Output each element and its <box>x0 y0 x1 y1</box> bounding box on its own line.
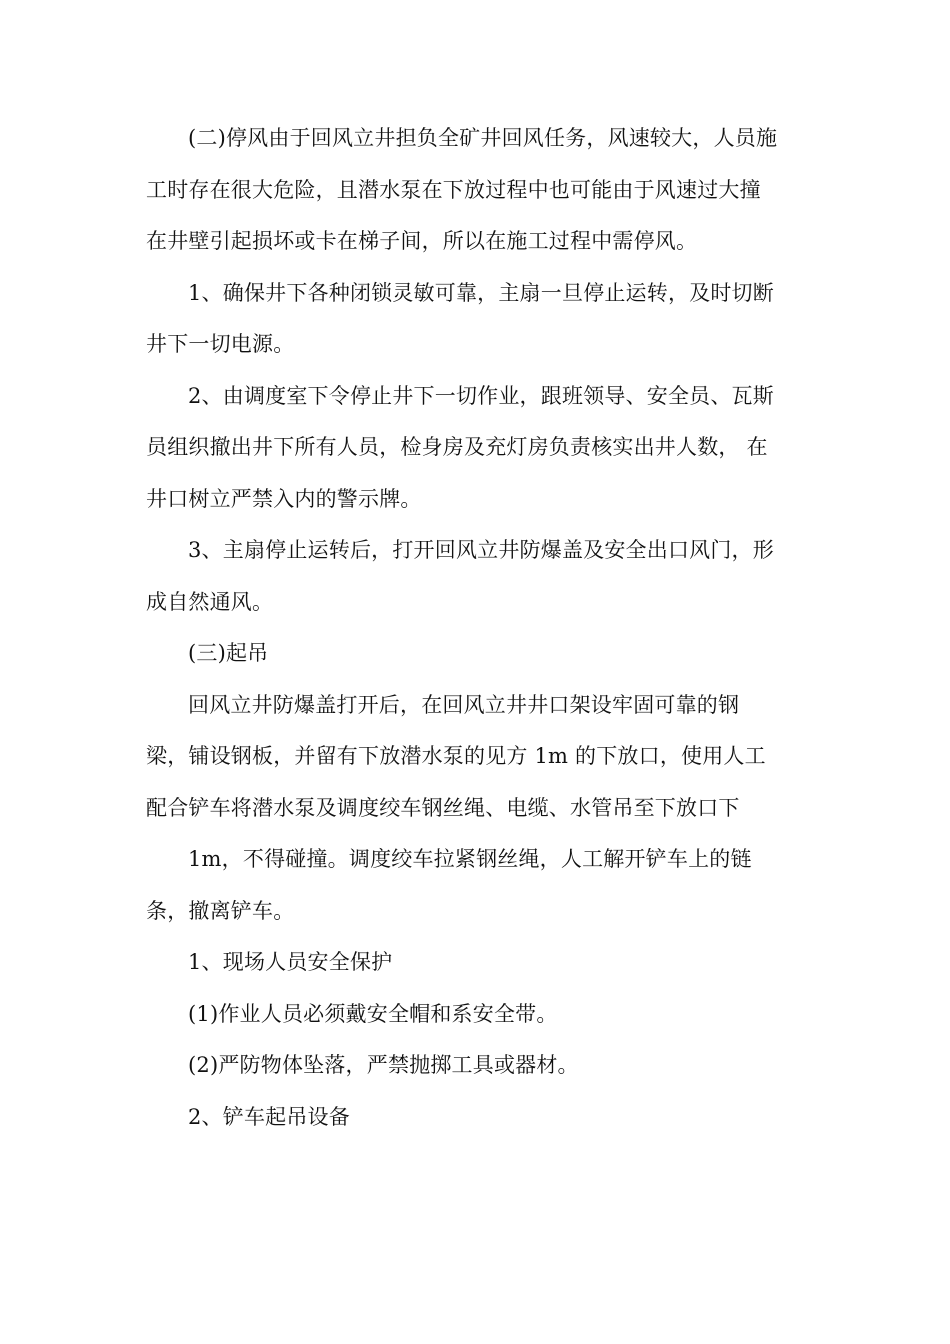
text-line: 成自然通风。 <box>146 589 274 614</box>
document-page <box>146 113 808 1143</box>
text-line: 3、主扇停止运转后，打开回风立井防爆盖及安全出口风门，形 <box>188 538 774 562</box>
text-line: 1m，不得碰撞。调度绞车拉紧钢丝绳，人工解开铲车上的链 <box>188 847 752 871</box>
section-heading: (三)起吊 <box>188 641 269 665</box>
text-line: 在井壁引起损坏或卡在梯子间，所以在施工过程中需停风。 <box>146 229 698 253</box>
list-item: (1)作业人员必须戴安全帽和系安全带。 <box>188 1001 558 1026</box>
text-line: 工时存在很大危险，且潜水泵在下放过程中也可能由于风速过大撞 <box>146 177 761 202</box>
text-line: 员组织撤出井下所有人员，检身房及充灯房负责核实出井人数， 在 <box>146 435 768 459</box>
list-heading: 2、铲车起吊设备 <box>188 1104 350 1129</box>
text-line: 梁，铺设钢板，并留有下放潜水泵的见方 1m 的下放口，使用人工 <box>146 744 766 768</box>
text-line: 配合铲车将潜水泵及调度绞车钢丝绳、电缆、水管吊至下放口下 <box>146 795 740 820</box>
text-line: 1、确保井下各种闭锁灵敏可靠，主扇一旦停止运转，及时切断 <box>188 280 774 305</box>
text-line: 回风立井防爆盖打开后，在回风立井井口架设牢固可靠的钢 <box>188 692 740 717</box>
text-line: (二)停风由于回风立井担负全矿井回风任务，风速较大，人员施 <box>188 126 778 150</box>
text-line: 井下一切电源。 <box>146 332 295 356</box>
text-line: 条，撤离铲车。 <box>146 898 295 923</box>
list-item: (2)严防物体坠落，严禁抛掷工具或器材。 <box>188 1053 579 1077</box>
text-line: 2、由调度室下令停止井下一切作业，跟班领导、安全员、瓦斯 <box>188 383 774 408</box>
text-line: 井口树立严禁入内的警示牌。 <box>146 486 422 511</box>
list-heading: 1、现场人员安全保护 <box>188 950 393 974</box>
